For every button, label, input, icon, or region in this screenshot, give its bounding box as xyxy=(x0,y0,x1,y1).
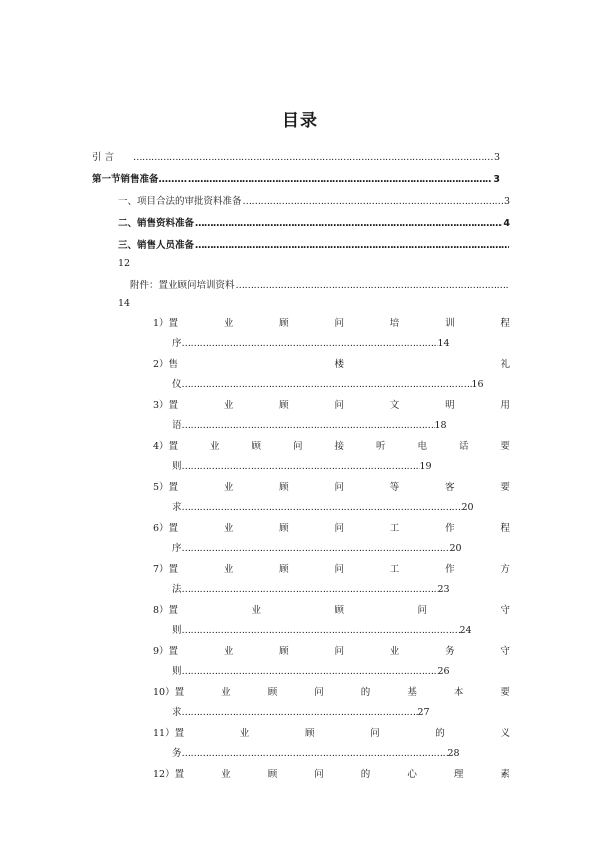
toc-sub-char: 则 xyxy=(172,666,182,677)
toc-sub-char: 置 xyxy=(168,318,179,329)
toc-sub-char: 业 xyxy=(223,318,234,329)
toc-sub-char: 业 xyxy=(223,482,234,493)
toc-sub-number: 10） xyxy=(153,687,175,698)
toc-sub-title-start xyxy=(153,355,178,375)
toc-sub-char: 置 xyxy=(168,564,179,575)
toc-sub-char: 置 xyxy=(174,728,185,739)
toc-page: 20 xyxy=(461,502,474,513)
toc-sub-char: 业 xyxy=(251,605,262,616)
toc-sub-char: 理 xyxy=(453,769,464,780)
toc-sub-title-start xyxy=(153,560,178,580)
toc-sub-char: 置 xyxy=(168,400,179,411)
toc-entry-section1[interactable] xyxy=(92,170,500,190)
toc-sub-char: 业 xyxy=(223,564,234,575)
toc-sub-continuation[interactable] xyxy=(172,416,447,436)
toc-sub-char: 置 xyxy=(168,646,179,657)
toc-sub-title-start xyxy=(153,314,178,334)
toc-sub-title-start xyxy=(153,519,178,539)
toc-sub-number: 11） xyxy=(153,728,175,739)
toc-label: 一、项目合法的审批资料准备 xyxy=(118,196,242,207)
toc-sub-char: 售 xyxy=(168,359,179,370)
toc-sub-char: 培 xyxy=(389,318,400,329)
toc-sub-char: 置 xyxy=(174,687,185,698)
toc-sub-char: 的 xyxy=(360,687,371,698)
dot-leader xyxy=(182,539,450,559)
toc-sub-number: 1） xyxy=(153,318,169,329)
toc-sub-char: 业 xyxy=(210,441,220,452)
toc-sub-entry[interactable] xyxy=(153,642,510,662)
toc-sub-char: 电 xyxy=(417,441,427,452)
toc-sub-char: 业 xyxy=(223,400,234,411)
toc-sub-char: 工 xyxy=(389,564,400,575)
toc-sub-char: 基 xyxy=(407,687,417,698)
toc-entry-item3[interactable] xyxy=(118,236,510,256)
toc-page: 27 xyxy=(417,707,430,718)
toc-page: 14 xyxy=(118,298,131,309)
toc-sub-char: 作 xyxy=(445,523,455,534)
toc-sub-char: 顾 xyxy=(304,728,315,739)
toc-sub-char: 接 xyxy=(334,441,344,452)
dot-leader xyxy=(182,744,448,764)
page-title: 目录 xyxy=(282,111,318,131)
toc-sub-continuation[interactable] xyxy=(172,539,462,559)
dot-leader xyxy=(182,498,462,518)
toc-sub-char: 作 xyxy=(445,564,455,575)
toc-page: 24 xyxy=(459,625,472,636)
toc-page: 20 xyxy=(449,543,462,554)
toc-label: 第一节销售准备……… xyxy=(92,174,188,185)
toc-sub-entry[interactable] xyxy=(153,601,510,621)
toc-sub-entry[interactable] xyxy=(153,765,510,785)
toc-sub-char: 的 xyxy=(360,769,371,780)
toc-label: 三、销售人员准备 xyxy=(118,240,195,251)
toc-sub-char: 问 xyxy=(314,687,324,698)
toc-sub-continuation[interactable] xyxy=(172,580,450,600)
toc-page: 3 xyxy=(503,196,510,207)
toc-sub-continuation[interactable] xyxy=(172,457,432,477)
toc-sub-char: 置 xyxy=(168,441,179,452)
toc-sub-char: 序 xyxy=(172,338,182,349)
toc-sub-char: 训 xyxy=(445,318,455,329)
toc-sub-char: 置 xyxy=(168,523,179,534)
toc-sub-continuation[interactable] xyxy=(172,334,450,354)
toc-sub-entry[interactable] xyxy=(153,519,510,539)
toc-page: 3 xyxy=(493,174,500,185)
dot-leader xyxy=(182,580,438,600)
toc-sub-char: 守 xyxy=(500,646,510,657)
toc-sub-continuation[interactable] xyxy=(172,744,460,764)
toc-sub-char: 文 xyxy=(389,400,400,411)
toc-sub-char: 务 xyxy=(445,646,455,657)
toc-sub-char: 程 xyxy=(500,523,510,534)
toc-sub-char: 求 xyxy=(172,502,182,513)
toc-sub-entry[interactable] xyxy=(153,396,510,416)
toc-sub-char: 顾 xyxy=(279,318,289,329)
toc-sub-entry[interactable] xyxy=(153,560,510,580)
toc-sub-char: 业 xyxy=(221,687,231,698)
toc-sub-char: 顾 xyxy=(334,605,345,616)
toc-sub-char: 顾 xyxy=(279,564,289,575)
toc-sub-entry[interactable] xyxy=(153,437,510,457)
toc-sub-char: 求 xyxy=(172,707,182,718)
dot-leader xyxy=(182,416,435,436)
toc-sub-char: 问 xyxy=(334,482,344,493)
toc-sub-char: 楼 xyxy=(334,359,345,370)
toc-sub-char: 语 xyxy=(172,420,182,431)
toc-page: 28 xyxy=(447,748,460,759)
toc-sub-number: 9） xyxy=(153,646,169,657)
toc-sub-char: 业 xyxy=(389,646,400,657)
toc-sub-char: 置 xyxy=(174,769,185,780)
toc-sub-continuation[interactable] xyxy=(172,375,484,395)
toc-sub-char: 顾 xyxy=(251,441,262,452)
toc-sub-char: 问 xyxy=(370,728,380,739)
dot-leader xyxy=(182,375,472,395)
toc-sub-char: 心 xyxy=(407,769,417,780)
toc-sub-entry[interactable] xyxy=(153,314,510,334)
toc-sub-continuation[interactable] xyxy=(172,621,472,641)
toc-sub-char: 问 xyxy=(334,318,344,329)
toc-sub-number: 5） xyxy=(153,482,169,493)
toc-sub-char: 置 xyxy=(168,482,179,493)
dot-leader xyxy=(182,457,420,477)
toc-sub-char: 用 xyxy=(500,400,510,411)
toc-sub-char: 问 xyxy=(334,646,344,657)
toc-sub-char: 则 xyxy=(172,461,182,472)
toc-sub-char: 业 xyxy=(223,523,234,534)
toc-sub-number: 4） xyxy=(153,441,169,452)
toc-sub-number: 6） xyxy=(153,523,169,534)
toc-sub-char: 要 xyxy=(500,482,510,493)
toc-sub-title-start xyxy=(153,724,184,744)
toc-sub-char: 序 xyxy=(172,543,182,554)
toc-sub-char: 听 xyxy=(375,441,386,452)
toc-page: 12 xyxy=(118,258,131,269)
toc-page: 18 xyxy=(434,420,447,431)
toc-label: 引 言 xyxy=(92,152,115,163)
toc-sub-char: 仪 xyxy=(172,379,182,390)
toc-sub-char: 问 xyxy=(334,564,344,575)
toc-sub-char: 守 xyxy=(500,605,510,616)
toc-sub-char: 话 xyxy=(458,441,469,452)
dot-leader xyxy=(243,192,503,212)
toc-sub-char: 方 xyxy=(500,564,510,575)
toc-sub-char: 置 xyxy=(168,605,179,616)
toc-sub-char: 问 xyxy=(293,441,303,452)
toc-sub-char: 顾 xyxy=(279,482,289,493)
toc-sub-char: 工 xyxy=(389,523,400,534)
toc-sub-char: 顾 xyxy=(279,400,289,411)
toc-sub-entry[interactable] xyxy=(153,478,510,498)
toc-sub-char: 问 xyxy=(334,400,344,411)
toc-sub-title-start xyxy=(153,683,184,703)
toc-sub-char: 业 xyxy=(221,769,231,780)
toc-sub-char: 顾 xyxy=(267,769,278,780)
toc-sub-number: 12） xyxy=(153,769,175,780)
toc-sub-number: 8） xyxy=(153,605,169,616)
toc-label: 二、销售资料准备 xyxy=(118,218,195,229)
toc-sub-title-start xyxy=(153,437,178,457)
dot-leader xyxy=(182,703,418,723)
toc-sub-char: 务 xyxy=(172,748,182,759)
toc-sub-char: 业 xyxy=(223,646,234,657)
toc-page: 23 xyxy=(437,584,450,595)
toc-sub-char: 要 xyxy=(500,687,510,698)
toc-entry-item1[interactable] xyxy=(118,192,510,212)
toc-sub-char: 素 xyxy=(500,769,510,780)
toc-sub-continuation[interactable] xyxy=(172,498,474,518)
toc-sub-title-start xyxy=(153,642,178,662)
toc-sub-number: 7） xyxy=(153,564,169,575)
toc-page: 26 xyxy=(437,666,450,677)
toc-page: 4 xyxy=(503,218,510,229)
toc-sub-title-start xyxy=(153,765,184,785)
toc-sub-char: 顾 xyxy=(279,523,289,534)
toc-sub-char: 业 xyxy=(239,728,250,739)
toc-sub-char: 程 xyxy=(500,318,510,329)
toc-sub-title-start xyxy=(153,601,178,621)
toc-sub-number: 3） xyxy=(153,400,169,411)
toc-sub-char: 明 xyxy=(445,400,455,411)
toc-entry-intro[interactable] xyxy=(92,148,500,168)
toc-sub-char: 要 xyxy=(500,441,510,452)
toc-sub-title-start xyxy=(153,396,178,416)
dot-leader xyxy=(195,214,502,234)
dot-leader xyxy=(236,276,509,296)
toc-sub-char: 则 xyxy=(172,625,182,636)
toc-sub-char: 礼 xyxy=(500,359,510,370)
toc-sub-number: 2） xyxy=(153,359,169,370)
toc-sub-entry[interactable] xyxy=(153,683,510,703)
toc-sub-entry[interactable] xyxy=(153,724,510,744)
toc-page: 19 xyxy=(419,461,432,472)
toc-sub-char: 问 xyxy=(417,605,428,616)
toc-sub-char: 法 xyxy=(172,584,182,595)
toc-entry-item2[interactable] xyxy=(118,214,510,234)
dot-leader xyxy=(195,236,509,256)
toc-sub-char: 问 xyxy=(314,769,324,780)
toc-page: 14 xyxy=(437,338,450,349)
dot-leader xyxy=(188,170,492,190)
toc-page: 16 xyxy=(471,379,484,390)
toc-page: 3 xyxy=(493,152,500,163)
dot-leader xyxy=(182,662,438,682)
toc-sub-char: 问 xyxy=(334,523,344,534)
toc-sub-char: 顾 xyxy=(267,687,278,698)
toc-sub-char: 本 xyxy=(453,687,464,698)
toc-sub-char: 顾 xyxy=(279,646,289,657)
dot-leader xyxy=(182,621,460,641)
toc-sub-char: 义 xyxy=(500,728,510,739)
toc-sub-char: 的 xyxy=(435,728,445,739)
toc-entry-appendix[interactable] xyxy=(130,276,510,296)
toc-sub-continuation[interactable] xyxy=(172,703,430,723)
dot-leader xyxy=(133,148,493,168)
toc-sub-continuation[interactable] xyxy=(172,662,450,682)
toc-label: 附件：置业顾问培训资料 xyxy=(130,280,235,291)
toc-sub-entry[interactable] xyxy=(153,355,510,375)
toc-sub-char: 客 xyxy=(445,482,455,493)
toc-sub-title-start xyxy=(153,478,178,498)
dot-leader xyxy=(182,334,438,354)
toc-sub-char: 等 xyxy=(389,482,400,493)
